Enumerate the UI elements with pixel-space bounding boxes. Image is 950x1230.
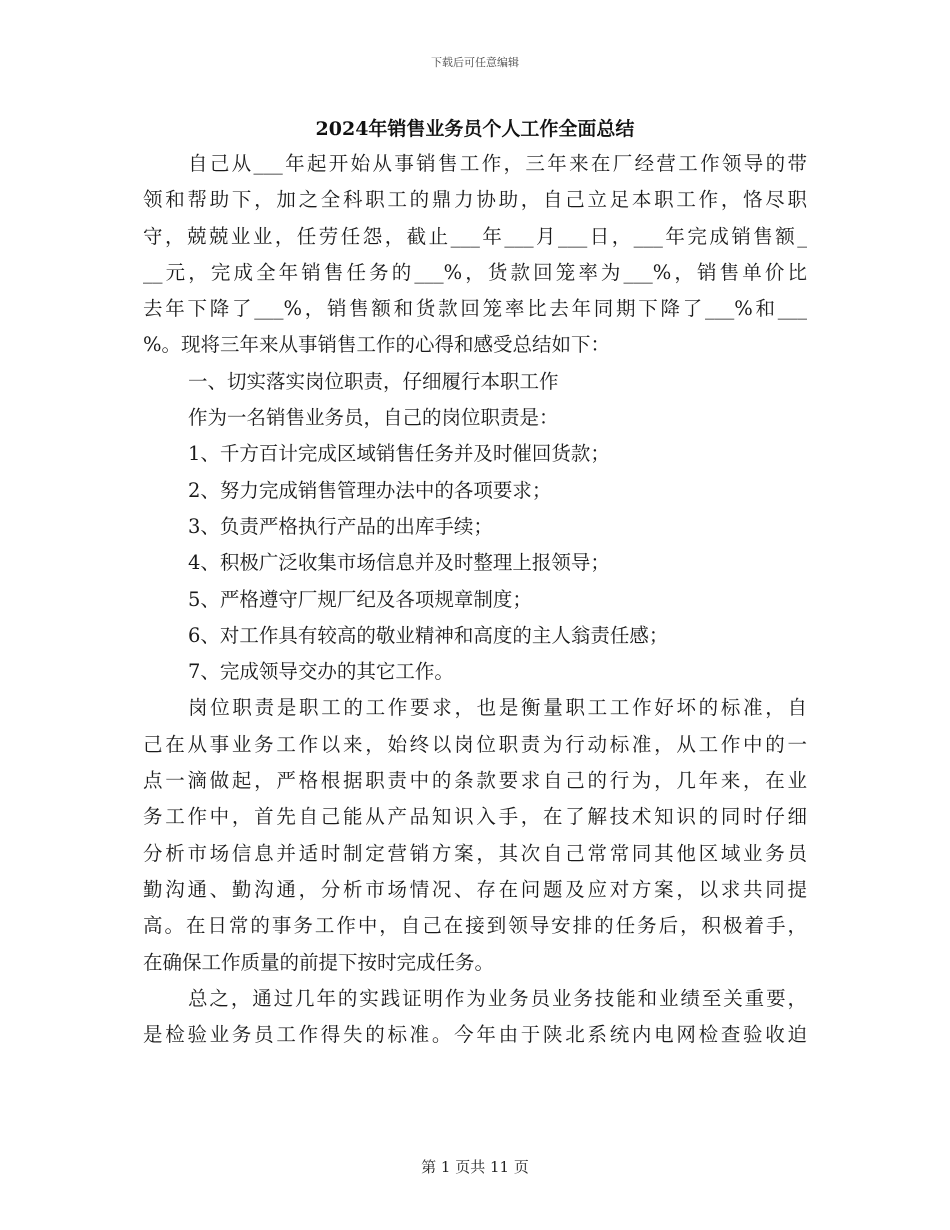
list-item: 3、负责严格执行产品的出库手续； [188,514,493,538]
body-line: 自己从___年起开始从事销售工作，三年来在厂经营工作领导的带 [188,152,807,175]
list-item: 2、努力完成销售管理办法中的各项要求； [188,478,552,502]
page-footer: 第 1 页共 11 页 [421,1158,529,1176]
body-line: 勤沟通、勤沟通，分析市场情况、存在问题及应对方案，以求共同提 [143,877,807,901]
body-line: 去年下降了___%，销售额和货款回笼率比去年同期下降了___%和___ [143,297,807,321]
document-body [143,146,807,1053]
body-line: 在确保工作质量的前提下按时完成任务。 [143,950,495,974]
list-item: 5、严格遵守厂规厂纪及各项规章制度； [188,587,532,611]
body-line: 作为一名销售业务员，自己的岗位职责是： [188,406,559,430]
list-item: 7、完成领导交办的其它工作。 [188,660,454,684]
body-line: 领和帮助下，加之全科职工的鼎力协助，自己立足本职工作，恪尽职 [143,188,807,212]
list-item: 4、积极广泛收集市场信息并及时整理上报领导； [188,551,610,575]
list-item: 6、对工作具有较高的敬业精神和高度的主人翁责任感； [188,623,669,647]
body-line: 己在从事业务工作以来，始终以岗位职责为行动标准，从工作中的一 [143,732,807,756]
document-title: 2024年销售业务员个人工作全面总结 [315,118,635,140]
body-line: 高。在日常的事务工作中，自己在接到领导安排的任务后，积极着手， [143,914,807,938]
body-line: __元，完成全年销售任务的___%，货款回笼率为___%，销售单价比 [143,260,807,284]
body-line: %。现将三年来从事销售工作的心得和感受总结如下： [143,333,611,357]
list-item: 1、千方百计完成区域销售任务并及时催回货款； [188,442,610,466]
body-line: 分析市场信息并适时制定营销方案，其次自己常常同其他区域业务员 [143,841,807,865]
body-line: 总之，通过几年的实践证明作为业务员业务技能和业绩至关重要， [188,986,807,1010]
body-line: 是检验业务员工作得失的标准。今年由于陕北系统内电网检查验收迫 [143,1023,807,1047]
body-line: 点一滴做起，严格根据职责中的条款要求自己的行为，几年来，在业 [143,769,807,793]
body-line: 守，兢兢业业，任劳任怨，截止___年___月___日，___年完成销售额_ [143,224,807,248]
header-note: 下载后可任意编辑 [431,56,519,69]
body-line: 务工作中，首先自己能从产品知识入手，在了解技术知识的同时仔细 [143,805,807,829]
body-line: 岗位职责是职工的工作要求，也是衡量职工工作好坏的标准，自 [188,696,807,720]
section-heading: 一、切实落实岗位职责，仔细履行本职工作 [188,369,559,393]
